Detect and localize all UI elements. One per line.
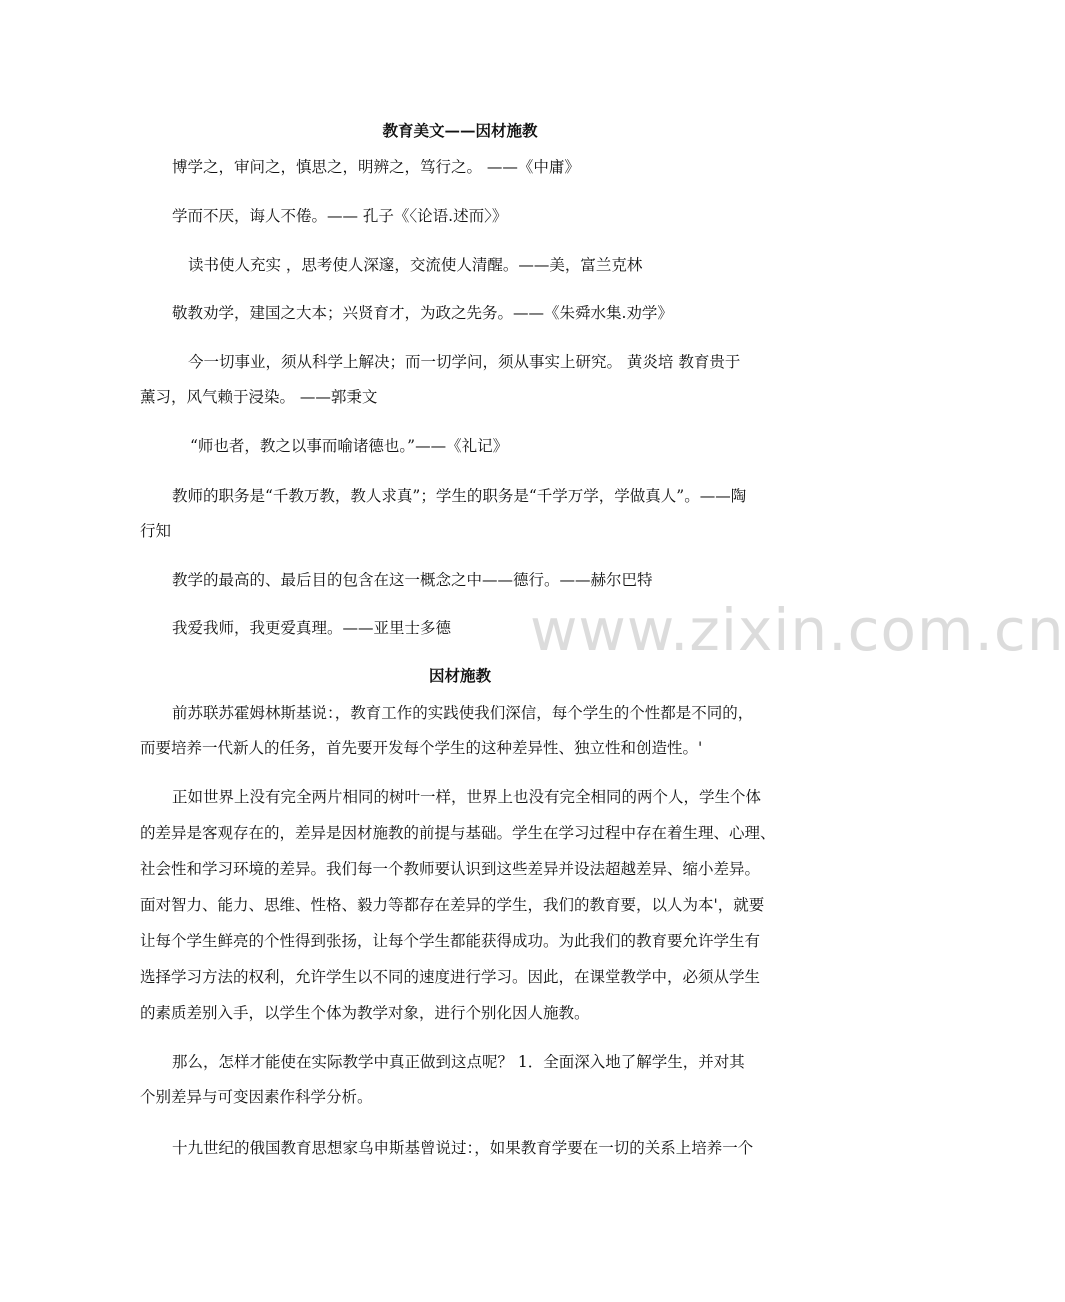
paragraph-2-line-1: 正如世界上没有完全两片相同的树叶一样，世界上也没有完全相同的两个人，学生个体 — [172, 788, 762, 806]
quote-taoxingzhi: 教师的职务是“千教万教，教人求真”；学生的职务是“千学万学，学做真人”。——陶 — [172, 487, 747, 505]
section-title: 因材施教 — [428, 666, 491, 685]
paragraph-3-line-1: 那么，怎样才能使在实际教学中真正做到这点呢？ 1．全面深入地了解学生，并对其 — [172, 1053, 745, 1071]
quote-confucius: 学而不厌，诲人不倦。—— 孔子《〈论语.述而〉》 — [172, 207, 508, 225]
quote-guobingwen: 薰习，风气赖于浸染。 ——郭秉文 — [140, 388, 378, 406]
quote-zhushunshui: 敬教劝学，建国之大本；兴贤育才，为政之先务。——《朱舜水集.劝学》 — [172, 304, 673, 322]
watermark: www.zixin.com.cn — [530, 596, 1065, 664]
quote-aristotle: 我爱我师，我更爱真理。——亚里士多德 — [172, 619, 452, 637]
paragraph-3-line-2: 个别差异与可变因素作科学分析。 — [140, 1088, 373, 1106]
quote-franklin: 读书使人充实 ，思考使人深邃，交流使人清醒。——美，富兰克林 — [188, 256, 643, 274]
quote-taoxingzhi-cont: 行知 — [140, 522, 172, 540]
paragraph-2-line-4: 面对智力、能力、思维、性格、毅力等都存在差异的学生，我们的教育要，以人为本'，就要 — [140, 896, 765, 914]
document-title: 教育美文——因材施教 — [382, 121, 538, 140]
quote-zhongyong: 博学之，审问之，慎思之，明辨之，笃行之。 ——《中庸》 — [172, 158, 580, 176]
paragraph-2-line-2: 的差异是客观存在的，差异是因材施教的前提与基础。学生在学习过程中存在着生理、心理、 — [140, 824, 776, 842]
paragraph-4-line-1: 十九世纪的俄国教育思想家乌申斯基曾说过：，如果教育学要在一切的关系上培养一个 — [172, 1139, 754, 1157]
paragraph-1-line-2: 而要培养一代新人的任务，首先要开发每个学生的这种差异性、独立性和创造性。' — [140, 739, 703, 757]
paragraph-2-line-5: 让每个学生鲜亮的个性得到张扬，让每个学生都能获得成功。为此我们的教育要允许学生有 — [140, 932, 761, 950]
paragraph-2-line-6: 选择学习方法的权利，允许学生以不同的速度进行学习。因此，在课堂教学中，必须从学生 — [140, 968, 761, 986]
quote-herbart: 教学的最高的、最后目的包含在这一概念之中——德行。——赫尔巴特 — [172, 571, 653, 589]
paragraph-1-line-1: 前苏联苏霍姆林斯基说：，教育工作的实践使我们深信，每个学生的个性都是不同的， — [172, 704, 754, 722]
quote-liji: “师也者，教之以事而喻诸德也。”——《礼记》 — [190, 437, 509, 455]
quote-huangyanpei: 今一切事业，须从科学上解决；而一切学问，须从事实上研究。 黄炎培 教育贵于 — [188, 353, 741, 371]
paragraph-2-line-3: 社会性和学习环境的差异。我们每一个教师要认识到这些差异并设法超越差异、缩小差异。 — [140, 860, 761, 878]
paragraph-2-line-7: 的素质差别入手，以学生个体为教学对象，进行个别化因人施教。 — [140, 1004, 590, 1022]
